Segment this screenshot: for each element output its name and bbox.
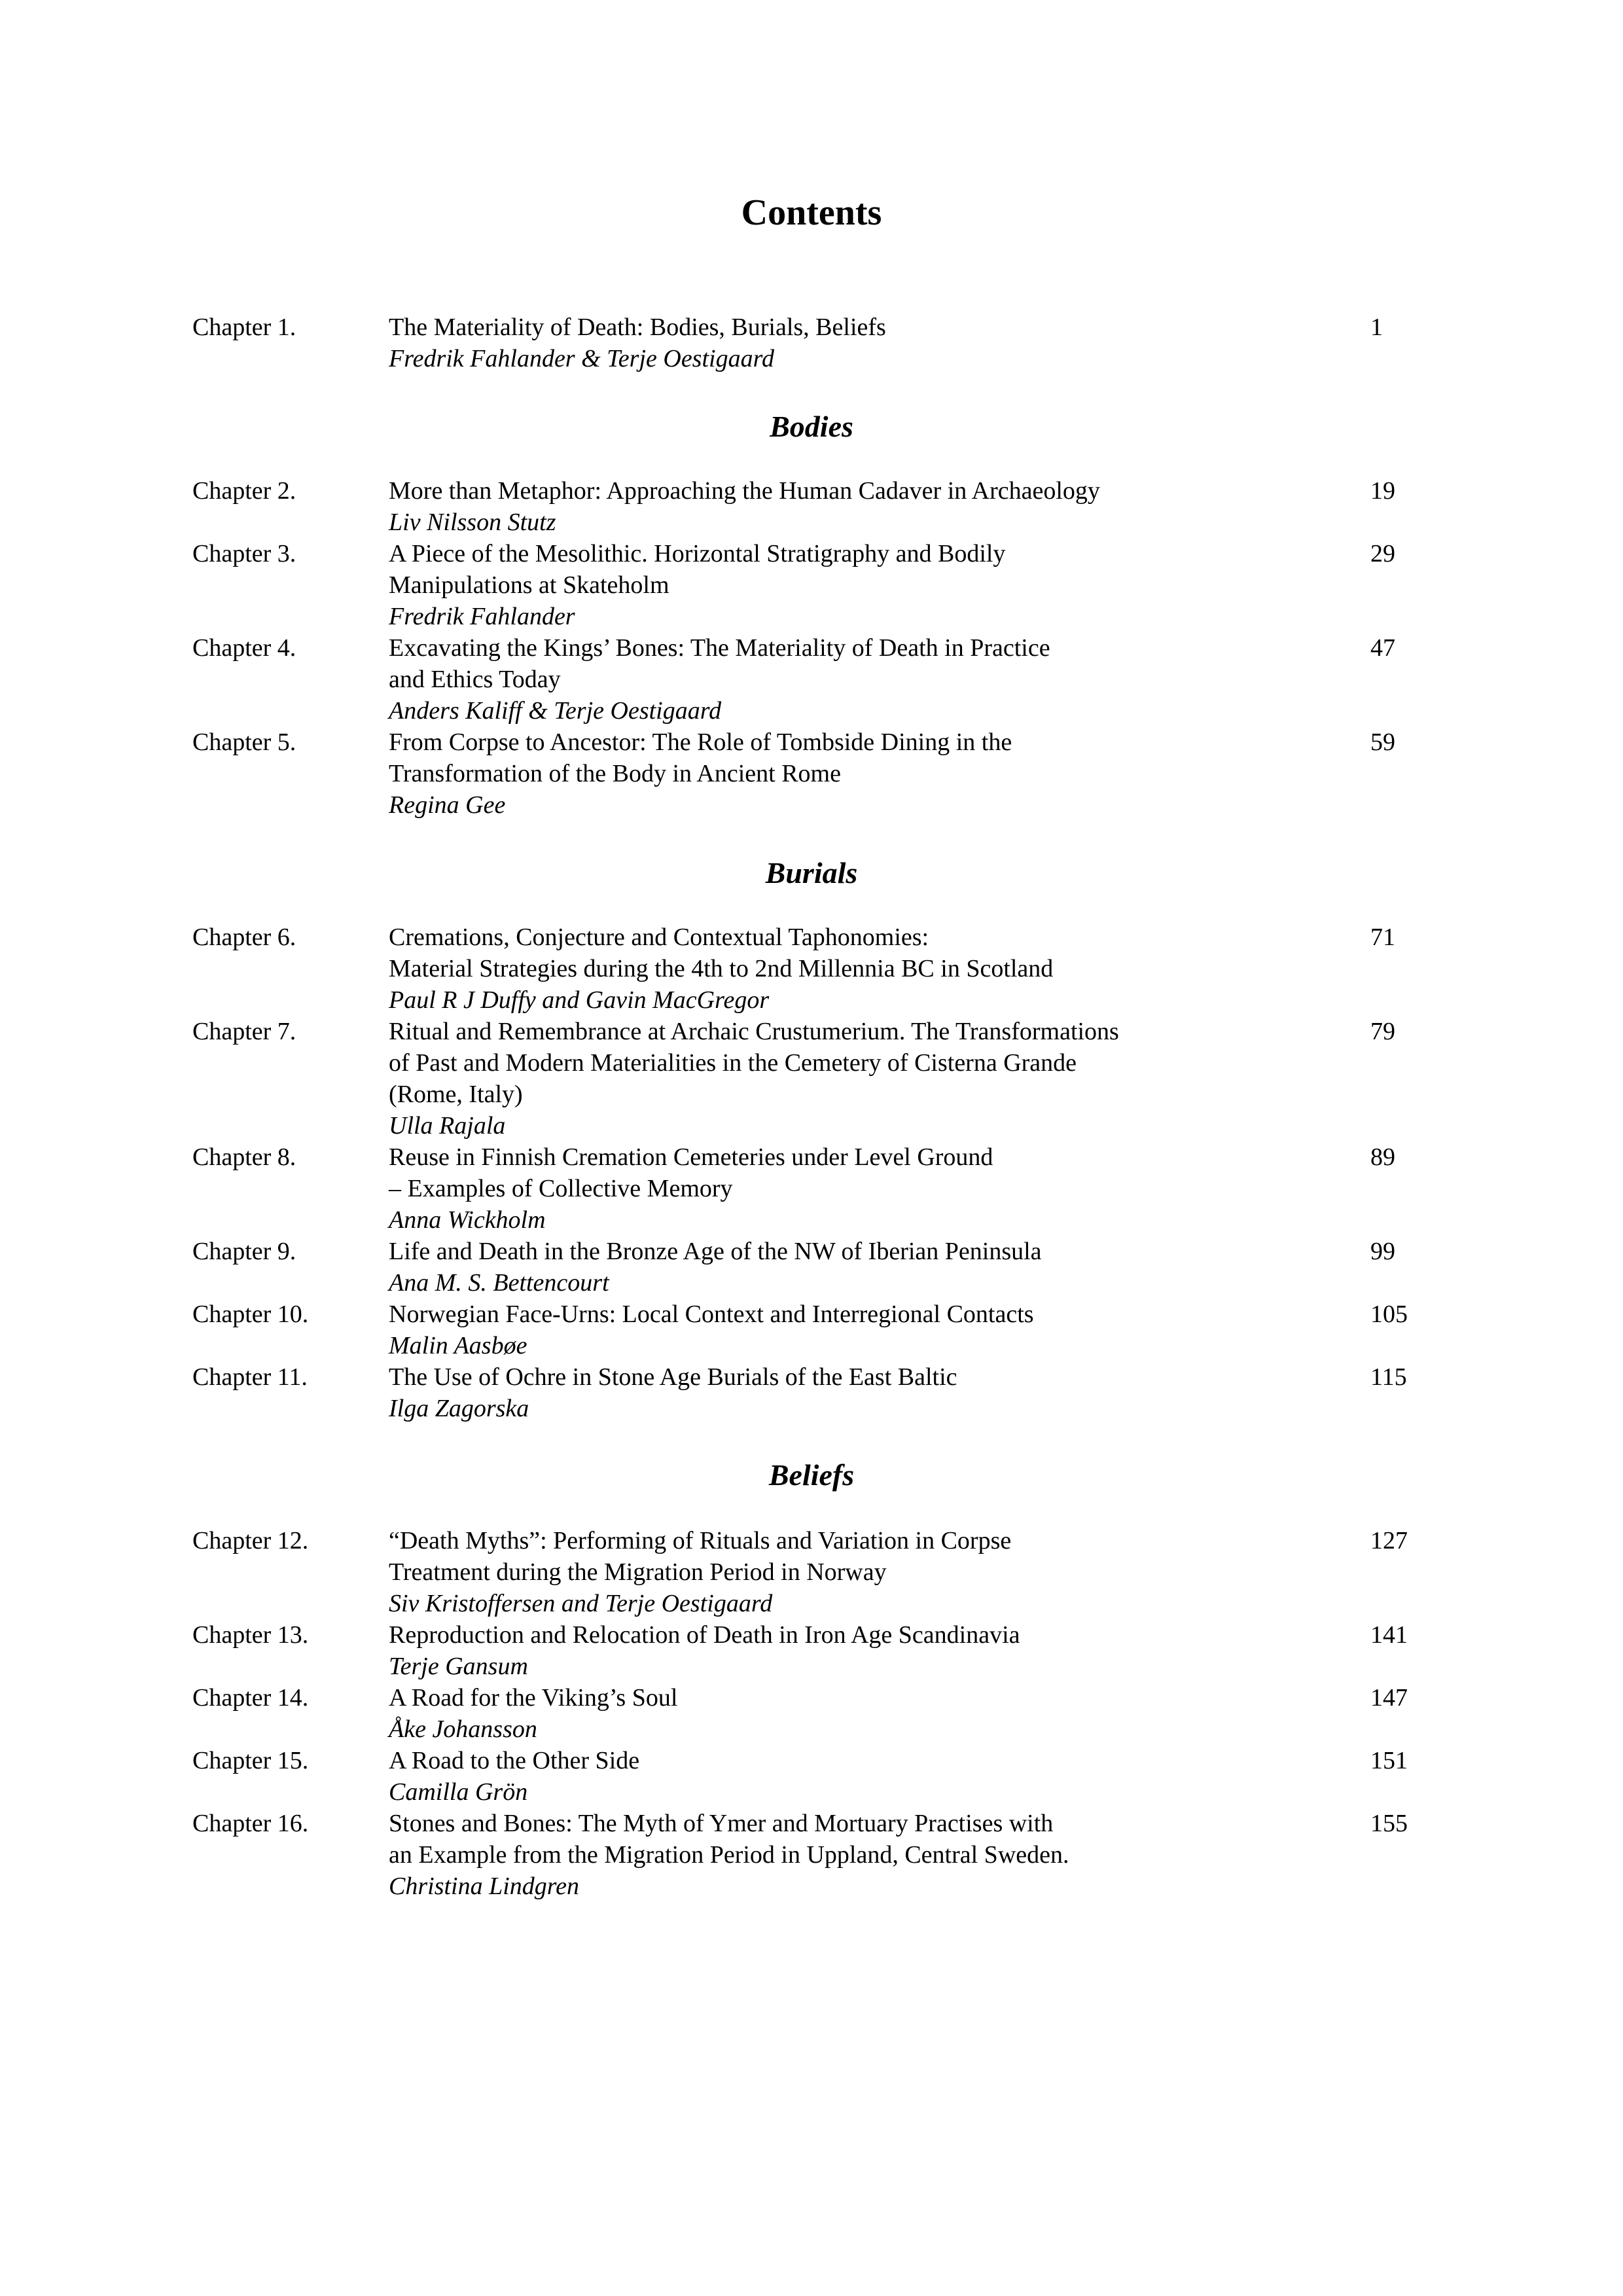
chapter-author: Anna Wickholm	[389, 1206, 546, 1234]
chapter-page-number: 99	[1370, 1238, 1395, 1265]
chapter-author: Ulla Rajala	[389, 1112, 506, 1139]
section-heading-bodies: Bodies	[770, 410, 853, 443]
chapter-body	[389, 1619, 1370, 1682]
chapter-author: Liv Nilsson Stutz	[389, 509, 556, 536]
chapter-author: Camilla Grön	[389, 1778, 528, 1806]
chapter-title-line: A Road for the Viking’s Soul	[389, 1684, 678, 1712]
chapter-page-number: 155	[1370, 1810, 1408, 1837]
chapter-body	[389, 632, 1370, 726]
chapter-title-line: Manipulations at Skateholm	[389, 571, 669, 599]
chapter-author: Siv Kristoffersen and Terje Oestigaard	[389, 1590, 773, 1617]
chapter-body	[389, 1745, 1370, 1808]
chapter-page-number: 19	[1370, 477, 1395, 505]
section-heading-beliefs: Beliefs	[768, 1458, 855, 1492]
chapter-title-line: Reuse in Finnish Cremation Cemeteries under Level Ground	[389, 1143, 993, 1171]
chapter-body	[389, 922, 1370, 1016]
chapter-page-number: 115	[1370, 1363, 1407, 1391]
chapter-label: Chapter 12.	[192, 1527, 309, 1554]
chapter-title-line: A Piece of the Mesolithic. Horizontal Stratigraphy and Bodily	[389, 540, 1006, 567]
chapter-label: Chapter 8.	[192, 1143, 296, 1171]
chapter-title-line: The Use of Ochre in Stone Age Burials of the East Baltic	[389, 1363, 957, 1391]
chapter-title-line: Excavating the Kings’ Bones: The Materiality of Death in Practice	[389, 634, 1050, 662]
chapter-title-line: Ritual and Remembrance at Archaic Crustumerium. The Transformations	[389, 1018, 1119, 1045]
chapter-body	[389, 312, 1370, 374]
chapter-page-number: 1	[1370, 314, 1383, 341]
chapter-page-number: 47	[1370, 634, 1395, 662]
chapter-label: Chapter 11.	[192, 1363, 308, 1391]
chapter-body	[389, 1682, 1370, 1745]
chapter-author: Christina Lindgren	[389, 1873, 580, 1900]
chapter-author: Fredrik Fahlander	[389, 603, 575, 630]
chapter-title-line: – Examples of Collective Memory	[389, 1175, 733, 1202]
chapter-title-line: Transformation of the Body in Ancient Rome	[389, 760, 841, 787]
chapter-body	[389, 1299, 1370, 1361]
chapter-label: Chapter 7.	[192, 1018, 296, 1045]
chapter-body	[389, 726, 1370, 821]
chapter-label: Chapter 1.	[192, 314, 296, 341]
chapter-page-number: 29	[1370, 540, 1395, 567]
chapter-title-line: and Ethics Today	[389, 666, 561, 693]
chapter-page-number: 105	[1370, 1300, 1408, 1328]
chapter-body	[389, 1236, 1370, 1299]
chapter-title-line: Reproduction and Relocation of Death in Iron Age Scandinavia	[389, 1621, 1020, 1649]
chapter-label: Chapter 10.	[192, 1300, 309, 1328]
chapter-author: Åke Johansson	[389, 1715, 537, 1743]
chapter-label: Chapter 2.	[192, 477, 296, 505]
chapter-title-line: Material Strategies during the 4th to 2nd Millennia BC in Scotland	[389, 955, 1054, 982]
chapter-page-number: 59	[1370, 728, 1395, 756]
chapter-page-number: 127	[1370, 1527, 1408, 1554]
chapter-title-line: Treatment during the Migration Period in Norway	[389, 1558, 887, 1586]
chapter-author: Regina Gee	[389, 791, 506, 819]
chapter-label: Chapter 9.	[192, 1238, 296, 1265]
chapter-label: Chapter 5.	[192, 728, 296, 756]
chapter-body	[389, 1808, 1370, 1902]
chapter-body	[389, 1525, 1370, 1619]
chapter-title-line: Stones and Bones: The Myth of Ymer and Mortuary Practises with	[389, 1810, 1054, 1837]
chapter-label: Chapter 4.	[192, 634, 296, 662]
chapter-page-number: 89	[1370, 1143, 1395, 1171]
chapter-author: Malin Aasbøe	[389, 1332, 527, 1359]
chapter-body	[389, 475, 1370, 538]
chapter-title-line: of Past and Modern Materialities in the Cemetery of Cisterna Grande	[389, 1049, 1077, 1077]
chapter-title-line: Norwegian Face-Urns: Local Context and Interregional Contacts	[389, 1300, 1034, 1328]
chapter-title-line: A Road to the Other Side	[389, 1747, 640, 1774]
chapter-author: Paul R J Duffy and Gavin MacGregor	[389, 986, 770, 1014]
chapter-body	[389, 1141, 1370, 1236]
page-title: Contents	[741, 192, 882, 233]
chapter-body	[389, 1361, 1370, 1424]
chapter-label: Chapter 13.	[192, 1621, 309, 1649]
chapter-title-line: Life and Death in the Bronze Age of the NW of Iberian Peninsula	[389, 1238, 1042, 1265]
chapter-page-number: 151	[1370, 1747, 1408, 1774]
chapter-title-line: The Materiality of Death: Bodies, Burials, Beliefs	[389, 314, 886, 341]
chapter-author: Ilga Zagorska	[389, 1395, 529, 1422]
chapter-label: Chapter 6.	[192, 924, 296, 951]
chapter-page-number: 79	[1370, 1018, 1395, 1045]
chapter-label: Chapter 15.	[192, 1747, 309, 1774]
chapter-title-line: Cremations, Conjecture and Contextual Taphonomies:	[389, 924, 929, 951]
chapter-author: Terje Gansum	[389, 1653, 528, 1680]
chapter-author: Ana M. S. Bettencourt	[389, 1269, 609, 1297]
chapter-page-number: 71	[1370, 924, 1395, 951]
chapter-title-line: (Rome, Italy)	[389, 1081, 523, 1108]
chapter-page-number: 141	[1370, 1621, 1408, 1649]
chapter-label: Chapter 3.	[192, 540, 296, 567]
chapter-label: Chapter 14.	[192, 1684, 309, 1712]
chapter-title-line: From Corpse to Ancestor: The Role of Tombside Dining in the	[389, 728, 1012, 756]
chapter-page-number: 147	[1370, 1684, 1408, 1712]
chapter-title-line: “Death Myths”: Performing of Rituals and Variation in Corpse	[389, 1527, 1012, 1554]
chapter-body	[389, 1016, 1370, 1141]
chapter-author: Anders Kaliff & Terje Oestigaard	[389, 697, 722, 725]
chapter-title-line: an Example from the Migration Period in Uppland, Central Sweden.	[389, 1841, 1069, 1869]
chapter-label: Chapter 16.	[192, 1810, 309, 1837]
chapter-author: Fredrik Fahlander & Terje Oestigaard	[389, 345, 774, 372]
section-heading-burials: Burials	[765, 856, 858, 889]
chapter-body	[389, 538, 1370, 632]
chapter-title-line: More than Metaphor: Approaching the Human Cadaver in Archaeology	[389, 477, 1100, 505]
